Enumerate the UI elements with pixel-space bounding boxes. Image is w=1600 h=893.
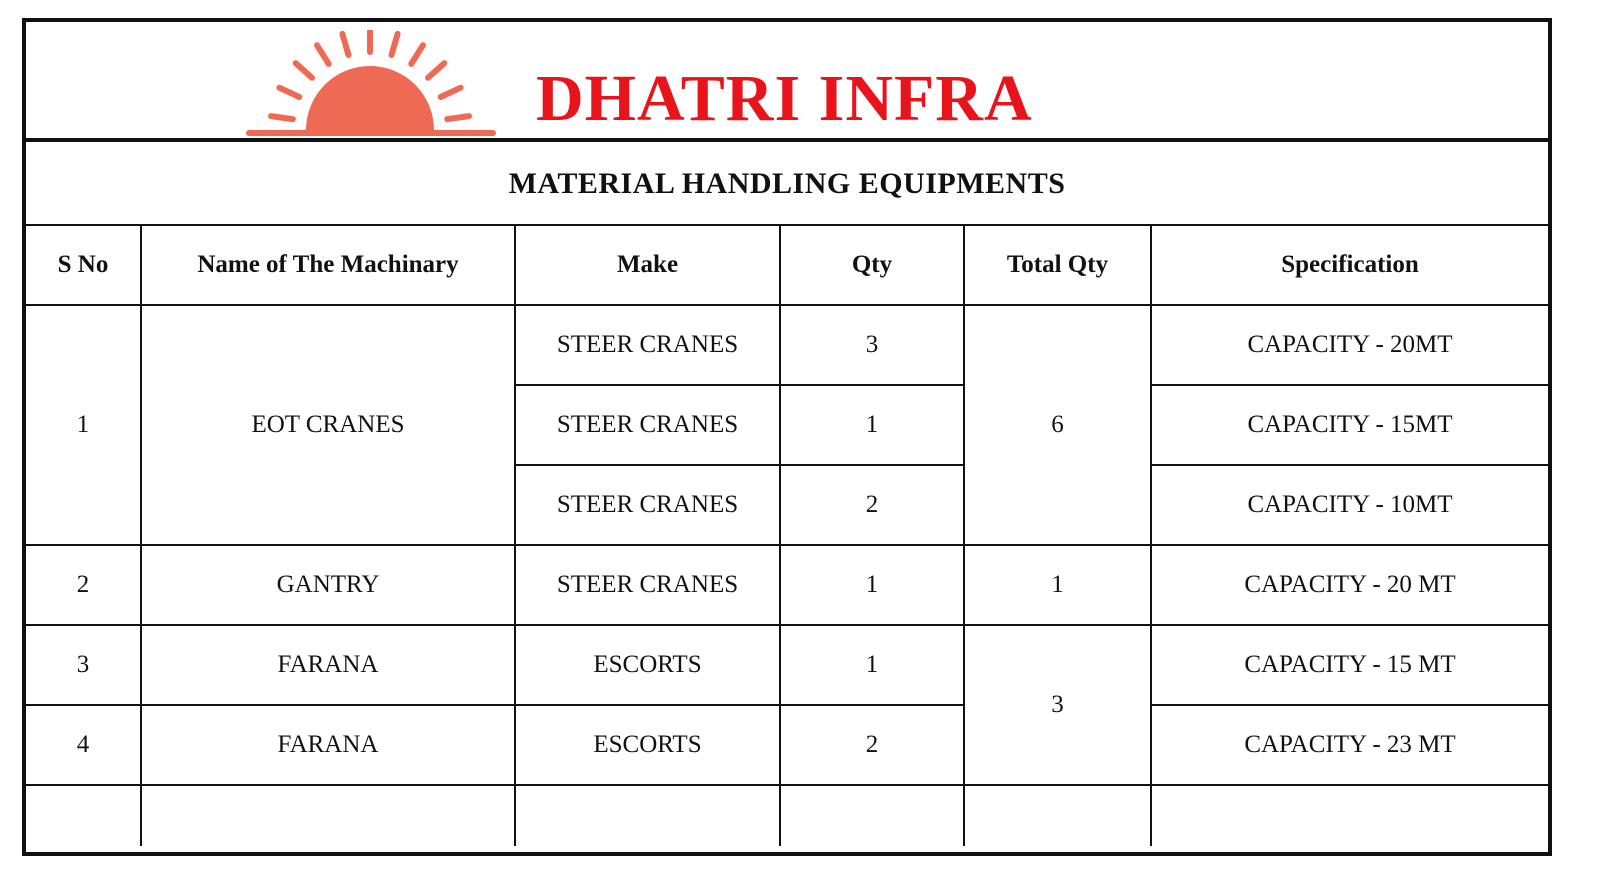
header-total-qty: Total Qty: [964, 225, 1151, 305]
header-name: Name of The Machinary: [141, 225, 515, 305]
rising-sun-icon: [238, 30, 498, 140]
specification-cell: CAPACITY - 15 MT: [1151, 625, 1548, 705]
make-cell: ESCORTS: [515, 625, 780, 705]
sno-cell: 3: [26, 625, 141, 705]
sno-cell: 1: [26, 305, 141, 545]
machinery-name-cell: FARANA: [141, 705, 515, 785]
empty-cell: [141, 785, 515, 846]
table-row: [26, 705, 1548, 785]
specification-cell: CAPACITY - 15MT: [1151, 385, 1548, 465]
total-qty-cell: 1: [964, 545, 1151, 625]
specification-cell: CAPACITY - 20MT: [1151, 305, 1548, 385]
header-row: [26, 225, 1548, 305]
total-qty-cell: 3: [964, 625, 1151, 785]
qty-cell: 1: [780, 385, 964, 465]
header-specification: Specification: [1151, 225, 1548, 305]
header-sno: S No: [26, 225, 141, 305]
table-row: [26, 305, 1548, 385]
header-make: Make: [515, 225, 780, 305]
make-cell: ESCORTS: [515, 705, 780, 785]
letterhead: [26, 22, 1548, 142]
sun-ray: [342, 34, 348, 55]
sun-ray: [317, 45, 329, 64]
empty-cell: [515, 785, 780, 846]
empty-cell: [1151, 785, 1548, 846]
sun-ray: [447, 116, 469, 119]
sun-ray: [271, 116, 293, 119]
specification-cell: CAPACITY - 23 MT: [1151, 705, 1548, 785]
machinery-name-cell: EOT CRANES: [141, 305, 515, 545]
make-cell: STEER CRANES: [515, 545, 780, 625]
table-row: [26, 625, 1548, 705]
qty-cell: 2: [780, 465, 964, 545]
sno-cell: 2: [26, 545, 141, 625]
sun-ray: [428, 63, 444, 78]
document-title: MATERIAL HANDLING EQUIPMENTS: [508, 167, 1066, 200]
specification-cell: CAPACITY - 10MT: [1151, 465, 1548, 545]
qty-cell: 1: [780, 625, 964, 705]
empty-row: [26, 785, 1548, 846]
header-qty: Qty: [780, 225, 964, 305]
qty-cell: 3: [780, 305, 964, 385]
sno-cell: 4: [26, 705, 141, 785]
empty-cell: [780, 785, 964, 846]
table-row: [26, 545, 1548, 625]
empty-cell: [964, 785, 1151, 846]
sun-ray: [279, 88, 299, 97]
empty-cell: [26, 785, 141, 846]
qty-cell: 2: [780, 705, 964, 785]
sun-ray: [296, 63, 312, 78]
equipment-table: [26, 224, 1548, 846]
total-qty-cell: 6: [964, 305, 1151, 545]
qty-cell: 1: [780, 545, 964, 625]
machinery-name-cell: FARANA: [141, 625, 515, 705]
machinery-name-cell: GANTRY: [141, 545, 515, 625]
sun-ray: [441, 88, 461, 97]
make-cell: STEER CRANES: [515, 385, 780, 465]
sun-ray: [392, 34, 398, 55]
make-cell: STEER CRANES: [515, 465, 780, 545]
sun-ray: [411, 45, 423, 64]
make-cell: STEER CRANES: [515, 305, 780, 385]
document-frame: [22, 18, 1552, 856]
company-name: DHATRI INFRA: [536, 62, 1033, 135]
specification-cell: CAPACITY - 20 MT: [1151, 545, 1548, 625]
